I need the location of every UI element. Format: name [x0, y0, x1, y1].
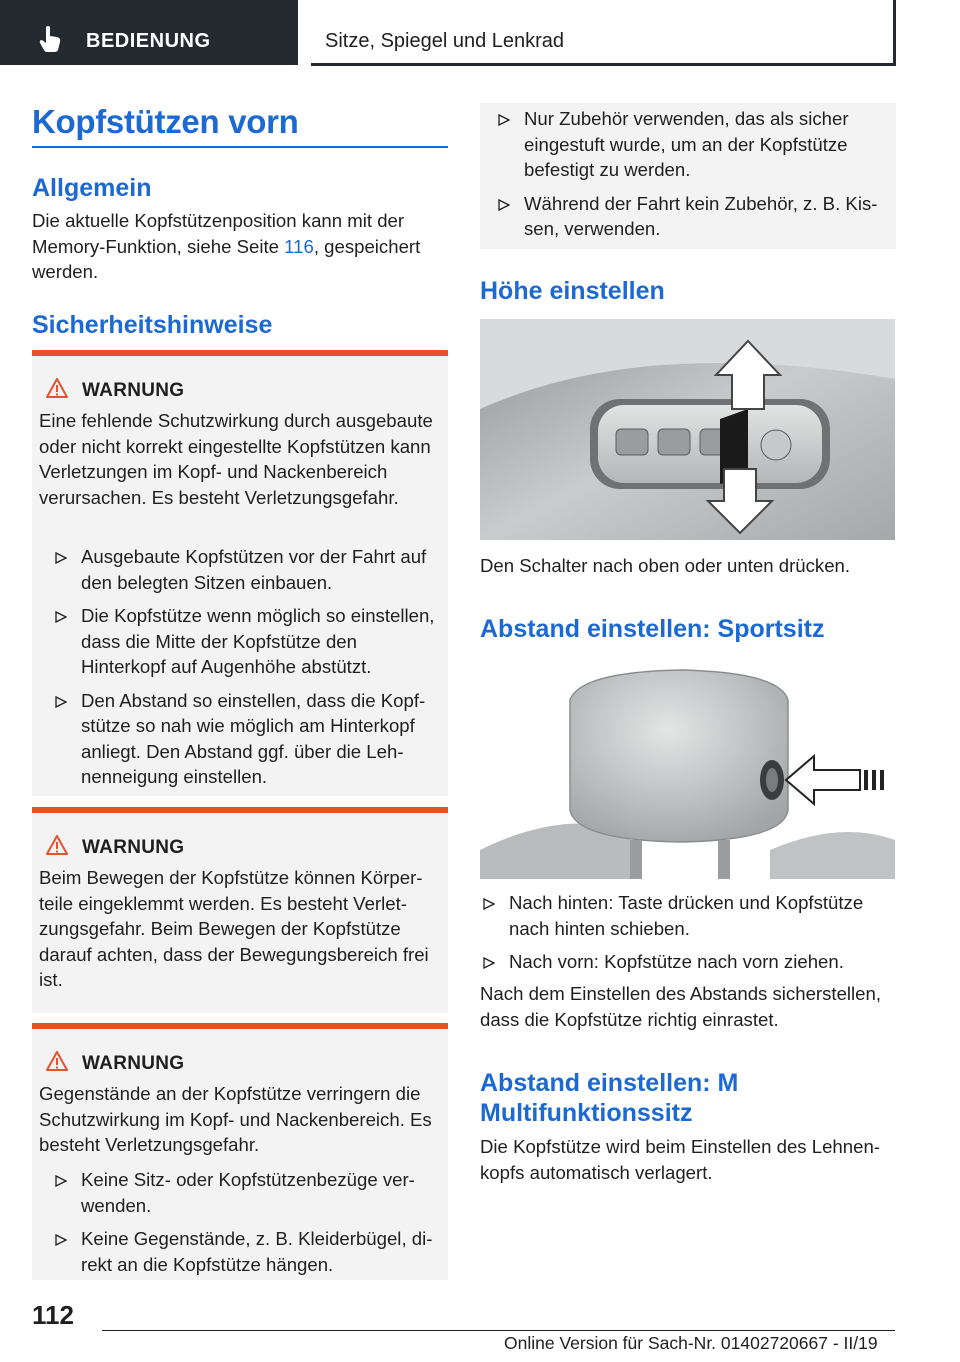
list-item	[39, 544, 443, 595]
footer-rule	[102, 1330, 895, 1331]
sportsitz-bullets	[467, 890, 897, 975]
list-item-text: Ausgebaute Kopfstützen vor der Fahrt auf den belegten Sitzen einbauen.	[81, 546, 427, 593]
warning-text: Beim Bewegen der Kopfstütze können Körperteile eingeklemmt werden. Es besteht Verletzungsgefahr. Beim Bewegen der Kopfstütze darauf achten, dass der Bewegungsbereich frei ist.	[39, 867, 429, 990]
list-item-text: Keine Sitz- oder Kopfstützenbezüge verwenden.	[81, 1169, 415, 1216]
allgemein-text	[32, 208, 448, 285]
list-item	[39, 688, 443, 790]
heading-multifunktion: Abstand einstellen: M Multifunktionssitz	[480, 1069, 739, 1127]
warning-label: WARNUNG	[82, 1052, 185, 1074]
list-item-text: Während der Fahrt kein Zubehör, z. B. Kissen, verwenden.	[524, 192, 878, 239]
warning-bullets	[39, 1167, 443, 1277]
heading-sportsitz: Abstand einstellen: Sportsitz	[480, 615, 825, 643]
warning-triangle-icon	[46, 1051, 68, 1076]
warning-box	[32, 350, 448, 796]
info-bullets	[482, 106, 892, 242]
chapter-header	[311, 0, 896, 66]
info-box	[480, 103, 896, 249]
warning-header	[46, 835, 184, 860]
heading-sicherheitshinweise: Sicherheitshinweise	[32, 311, 273, 339]
list-item	[482, 106, 892, 183]
multifunktion-text: Die Kopfstütze wird beim Einstellen des Lehnenkopfs automatisch verlagert.	[480, 1136, 880, 1183]
warning-triangle-icon	[46, 378, 68, 403]
warning-box	[32, 1023, 448, 1280]
allgemein-text-part: , gespeichert werden.	[32, 235, 421, 282]
list-item	[39, 1226, 443, 1277]
heading-allgemein: Allgemein	[32, 174, 152, 202]
page-title: Kopfstützen vorn	[32, 103, 299, 140]
sportsitz-text: Nach dem Einstellen des Abstands sicherstellen, dass die Kopfstütze richtig einrastet.	[480, 983, 882, 1030]
list-item-text: Nur Zubehör verwenden, das als sicher eingestuft wurde, um an der Kopfstütze befestigt zu werden.	[524, 108, 849, 180]
seat-switch-photo	[480, 319, 895, 540]
warning-label: WARNUNG	[82, 379, 185, 401]
warning-text: Eine fehlende Schutzwirkung durch ausgebaute oder nicht korrekt eingestellte Kopfstützen kann Verletzungen im Kopf- und Nackenbereich verursachen. Es besteht Verletzungsgefahr.	[39, 410, 433, 508]
warning-label: WARNUNG	[82, 836, 185, 858]
headrest-photo	[480, 660, 895, 879]
warning-bullets	[39, 544, 443, 790]
list-item	[39, 603, 443, 680]
warning-text: Gegenstände an der Kopfstütze verringern die Schutzwirkung im Kopf- und Nackenbereich. Es besteht Verletzungsgefahr.	[39, 1083, 432, 1155]
allgemein-text-part: Die aktuelle Kopfstützenposition kann mit der Memory-Funktion, siehe Seite	[32, 210, 405, 257]
list-item-text: Den Abstand so einstellen, dass die Kopfstütze so nah wie möglich am Hinterkopf anliegt. Den Abstand ggf. über die Lehnenneigung einstellen.	[81, 689, 426, 787]
title-rule	[32, 146, 448, 148]
list-item	[467, 890, 897, 941]
list-item-text: Keine Gegenstände, z. B. Kleiderbügel, direkt an die Kopfstütze hängen.	[81, 1228, 433, 1275]
heading-hoehe: Höhe einstellen	[480, 277, 665, 305]
pointing-hand-icon	[38, 26, 62, 57]
list-item-text: Nach hinten: Taste drücken und Kopfstütze nach hinten schieben.	[509, 892, 864, 939]
list-item	[467, 949, 897, 975]
list-item	[39, 1167, 443, 1218]
hoehe-caption: Den Schalter nach oben oder unten drücken.	[480, 555, 851, 576]
warning-header	[46, 1051, 184, 1076]
chapter-title: Sitze, Spiegel und Lenkrad	[325, 30, 565, 52]
online-version-note: Online Version für Sach-Nr. 01402720667 - II/19	[504, 1333, 878, 1353]
page-number: 112	[32, 1300, 74, 1330]
warning-box	[32, 807, 448, 1013]
warning-triangle-icon	[46, 835, 68, 860]
list-item	[482, 191, 892, 242]
list-item-text: Die Kopfstütze wenn möglich so einstellen, dass die Mitte der Kopfstütze den Hinterkopf auf Augenhöhe abstützt.	[81, 605, 435, 677]
section-tab-label: BEDIENUNG	[86, 30, 211, 52]
section-tab	[0, 0, 298, 65]
warning-header	[46, 378, 184, 403]
page-ref-link[interactable]: 116	[284, 235, 314, 257]
list-item-text: Nach vorn: Kopfstütze nach vorn ziehen.	[509, 951, 844, 972]
